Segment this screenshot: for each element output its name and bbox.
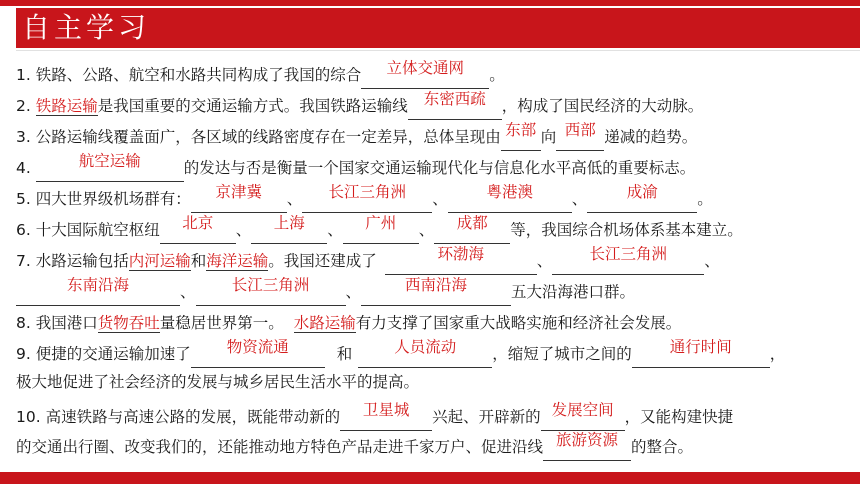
q6-blank-4 <box>434 214 510 244</box>
q6-answer-2: 上海 <box>273 214 305 232</box>
q10-text: 10. 高速铁路与高速公路的发展，既能带动新的 <box>16 408 341 426</box>
q10-blank-2 <box>541 401 625 431</box>
q6-blank-2 <box>251 214 327 244</box>
question-9-continued <box>16 369 419 395</box>
q3-text-2: 向 <box>540 128 557 146</box>
q6-answer-4: 成都 <box>456 214 488 232</box>
q10-blank-3 <box>543 431 631 461</box>
q9-answer-1: 物资流通 <box>226 338 289 356</box>
question-1 <box>16 59 505 88</box>
q2-answer-1: 铁路运输 <box>35 97 98 115</box>
q9-answer-3: 通行时间 <box>669 338 732 356</box>
q7-blank-5 <box>16 276 180 306</box>
q7-answer-3: 环渤海 <box>437 245 485 263</box>
q5-blank-3 <box>448 183 572 213</box>
q8-end: 有力支撑了国家重大战略实施和经济社会发展。 <box>355 314 682 332</box>
q4-number: 4. <box>16 159 36 177</box>
q6-blank-3 <box>343 214 419 244</box>
q10-text-2: 兴起、开辟新的 <box>432 408 541 426</box>
question-4 <box>16 152 696 181</box>
q6-text: 6. 十大国际航空枢纽 <box>16 221 160 239</box>
q3-text: 3. 公路运输线覆盖面广，各区域的线路密度存在一定差异，总体呈现由 <box>16 128 501 146</box>
q7-sep-2: 、 <box>704 252 720 270</box>
q2-end: ，构成了国民经济的大动脉。 <box>501 97 704 115</box>
q9-blank-3 <box>632 338 770 368</box>
question-2 <box>16 90 704 119</box>
q9-answer-2: 人员流动 <box>394 338 457 356</box>
q7-blank-4 <box>552 245 704 275</box>
q7-answer-2: 海洋运输 <box>206 252 269 270</box>
q5-end: 。 <box>697 190 713 208</box>
q1-text: 1. 铁路、公路、航空和水路共同构成了我国的综合 <box>16 66 362 84</box>
q5-answer-4: 成渝 <box>626 183 658 201</box>
q7-end: 五大沿海港口群。 <box>511 283 636 301</box>
q8-answer-2: 水路运输 <box>293 314 356 332</box>
q5-blank-1 <box>191 183 287 213</box>
q7-sep-3: 、 <box>180 283 196 301</box>
bottom-band <box>0 472 860 484</box>
question-5 <box>16 183 713 212</box>
q7-answer-6: 长江三角洲 <box>231 276 310 294</box>
q7-sep-4: 、 <box>345 283 362 301</box>
q10-blank-1 <box>340 401 432 431</box>
q7-text-3: 。我国还建成了 <box>268 252 377 270</box>
q6-sep-1: 、 <box>235 221 252 239</box>
q9-text-3: ，缩短了城市之间的 <box>492 345 632 363</box>
q1-end: 。 <box>489 66 505 84</box>
q9-blank-1 <box>191 338 325 368</box>
q3-answer-2: 西部 <box>564 121 596 139</box>
question-7-continued <box>16 276 636 305</box>
q7-blank-7 <box>361 276 511 306</box>
q7-sep-1: 、 <box>536 252 553 270</box>
section-header <box>16 8 860 48</box>
q5-blank-4 <box>587 183 697 213</box>
q8-answer-1: 货物吞吐 <box>97 314 160 332</box>
q9-end: ， <box>769 345 786 363</box>
q9-blank-2 <box>358 338 492 368</box>
q9-text: 9. 便捷的交通运输加速了 <box>16 345 191 363</box>
section-title: 自主学习 <box>22 11 151 44</box>
q5-text: 5. 四大世界级机场群有： <box>16 190 191 208</box>
q5-answer-3: 粤港澳 <box>486 183 533 201</box>
q3-answer-1: 东部 <box>505 121 537 139</box>
q4-blank-1 <box>36 152 184 182</box>
top-band <box>0 0 860 6</box>
q10-answer-2: 发展空间 <box>551 401 614 419</box>
q10-answer-1: 卫星城 <box>362 401 410 419</box>
q7-answer-5: 东南沿海 <box>66 276 129 294</box>
question-9 <box>16 338 786 367</box>
q7-blank-6 <box>196 276 346 306</box>
q5-sep-1: 、 <box>286 190 303 208</box>
q6-answer-1: 北京 <box>182 214 214 232</box>
q10-end-2: 的整合。 <box>631 438 694 456</box>
q6-sep-3: 、 <box>418 221 435 239</box>
q4-answer-1: 航空运输 <box>78 152 141 170</box>
q6-end: 等，我国综合机场体系基本建立。 <box>510 221 743 239</box>
q3-blank-2 <box>556 121 604 151</box>
question-10 <box>16 401 734 430</box>
q7-answer-4: 长江三角洲 <box>589 245 668 263</box>
q10-answer-3: 旅游资源 <box>556 431 619 449</box>
q2-answer-2: 东密西疏 <box>423 90 486 108</box>
header-divider <box>16 50 860 51</box>
q7-text: 7. 水路运输包括 <box>16 252 129 270</box>
q2-number: 2. <box>16 97 36 115</box>
q2-text-1: 是我国重要的交通运输方式。我国铁路运输线 <box>97 97 408 115</box>
q7-answer-7: 西南沿海 <box>405 276 468 294</box>
q9-text-2: 和 <box>336 345 353 363</box>
q1-answer-1: 立体交通网 <box>386 59 464 77</box>
question-7 <box>16 245 720 274</box>
q3-end: 递减的趋势。 <box>604 128 698 146</box>
q5-answer-2: 长江三角洲 <box>328 183 406 201</box>
q5-blank-2 <box>302 183 432 213</box>
question-8 <box>16 310 681 336</box>
question-10-continued <box>16 431 694 460</box>
q9-text-4: 极大地促进了社会经济的发展与城乡居民生活水平的提高。 <box>16 373 420 391</box>
q10-text-3: 的交通出行圈、改变我们的，还能推动地方特色产品走进千家万户、促进沿线 <box>16 438 544 456</box>
q3-blank-1 <box>501 121 541 151</box>
q5-answer-1: 京津冀 <box>215 183 262 201</box>
q7-blank-3 <box>385 245 537 275</box>
q5-sep-3: 、 <box>571 190 588 208</box>
q2-blank-2 <box>408 90 502 120</box>
question-3 <box>16 121 698 150</box>
q5-sep-2: 、 <box>432 190 448 208</box>
q7-answer-1: 内河运输 <box>128 252 191 270</box>
q7-text-2: 和 <box>190 252 207 270</box>
question-6 <box>16 214 743 243</box>
q8-text: 8. 我国港口 <box>16 314 98 332</box>
q4-end: 的发达与否是衡量一个国家交通运输现代化与信息化水平高低的重要标志。 <box>183 159 696 177</box>
q8-text-2: 量稳居世界第一。 <box>159 314 284 332</box>
q1-blank-1 <box>361 59 489 89</box>
q6-answer-3: 广州 <box>365 214 397 232</box>
q6-sep-2: 、 <box>327 221 343 239</box>
q6-blank-1 <box>160 214 236 244</box>
q10-end: ，又能构建快捷 <box>624 408 734 426</box>
